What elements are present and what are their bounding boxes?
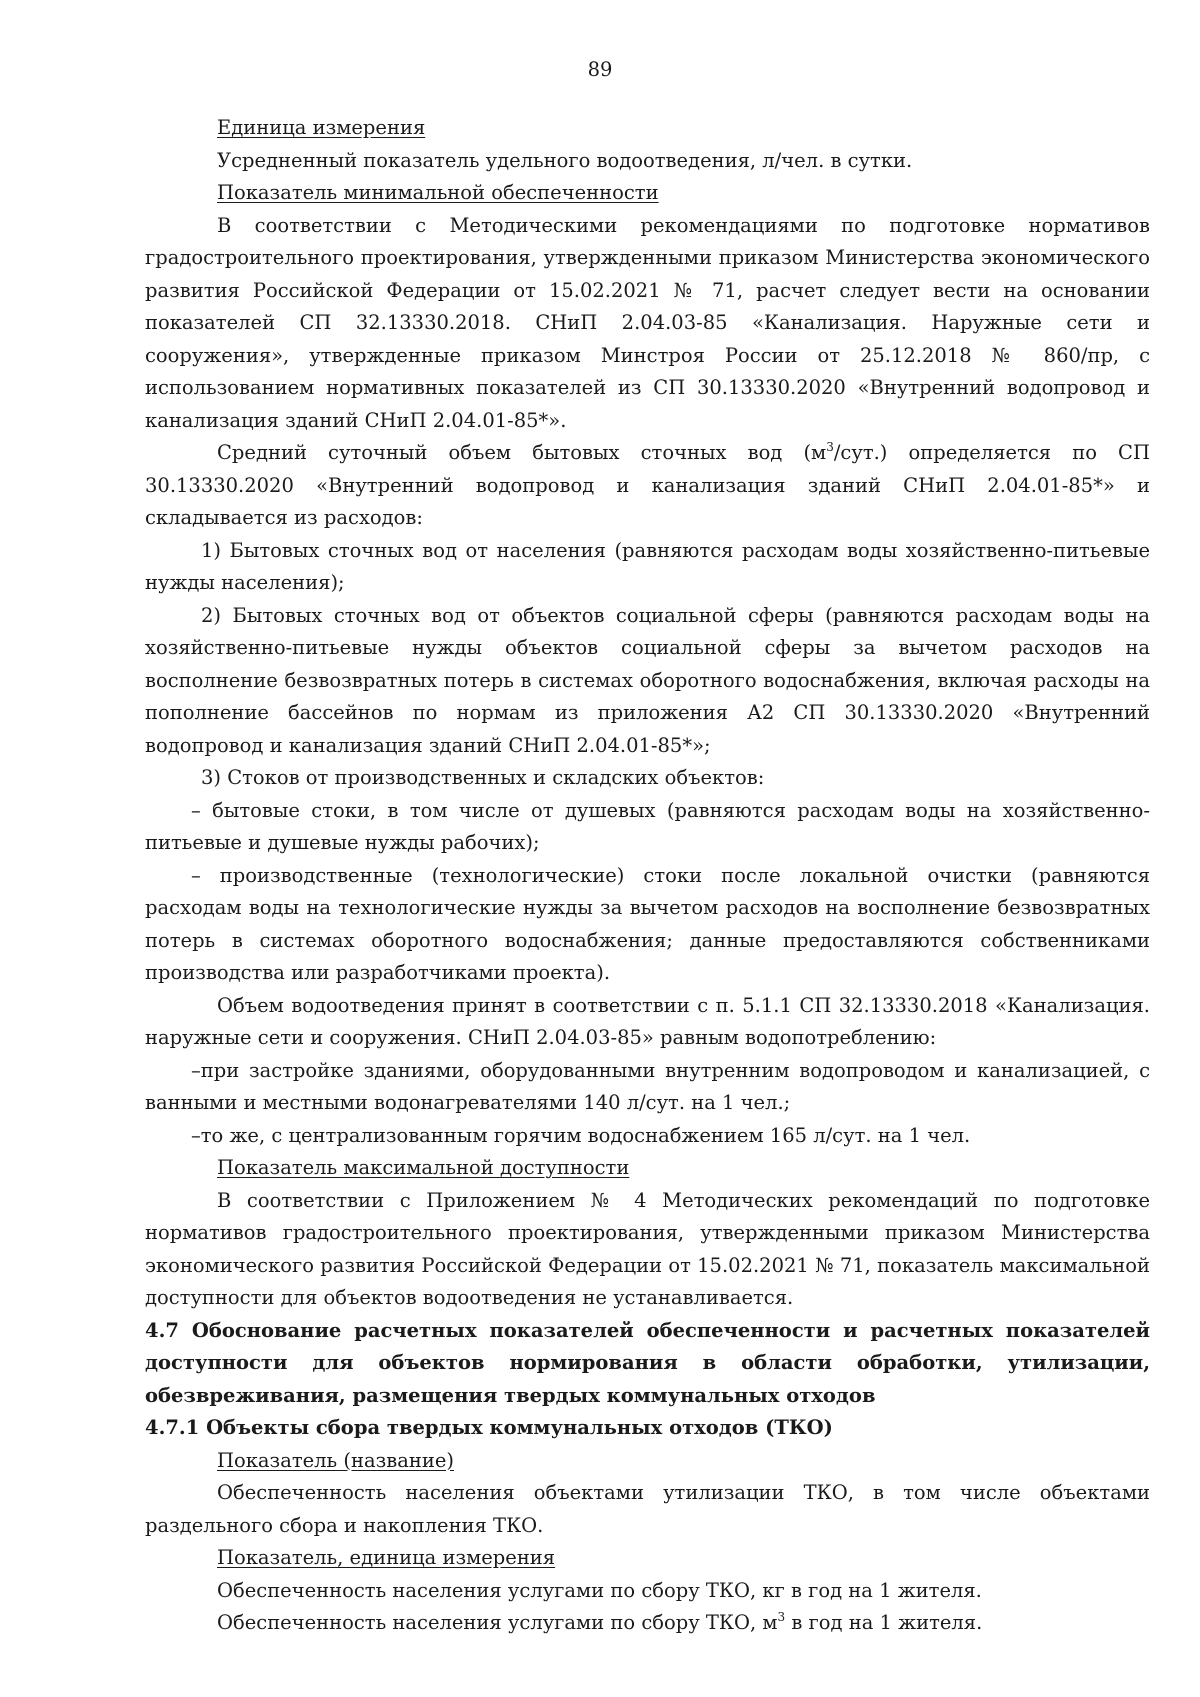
list-item: 2) Бытовых сточных вод от объектов социальной сферы (равняются расходам воды на хозяйственно-питьевые нужды объектов социальной сферы за вычетом расходов на восполнение безвозвратных потерь в системах оборотного водоснабжения, включая расходы на пополнение бассейнов по нормам из приложения А2 СП 30.13330.2020 «Внутренний водопровод и канализация зданий СНиП 2.04.01-85*»; <box>145 603 1150 757</box>
subheading-indicator-unit: Показатель, единица измерения <box>217 1546 556 1569</box>
superscript: 3 <box>777 1610 786 1624</box>
list-item: 3) Стоков от производственных и складских объектов: <box>201 766 765 789</box>
subheading-indicator-name: Показатель (название) <box>217 1448 454 1472</box>
dash-item: – производственные (технологические) стоки после локальной очистки (равняются расходам воды на технологические нужды за вычетом расходов на восполнение безвозвратных потерь в системах оборотного водоснабжения; данные предоставляются собственниками производства или разработчиками проекта). <box>145 863 1150 984</box>
subheading-max-accessibility: Показатель максимальной доступности <box>217 1156 630 1179</box>
dash-item: –при застройке зданиями, оборудованными внутренним водопроводом и канализацией, с ванными и местными водонагревателями 140 л/сут. на 1 чел.; <box>145 1058 1150 1114</box>
paragraph: Обеспеченность населения услугами по сбору ТКО, кг в год на 1 жителя. <box>217 1578 982 1602</box>
paragraph: В соответствии с Приложением № 4 Методических рекомендаций по подготовке нормативов градостроительного проектирования, утвержденными приказом Министерства экономического развития Российской Федерации от 15.02.2021 № 71, показатель максимальной доступности для объектов водоотведения не устанавливается. <box>145 1188 1150 1309</box>
dash-item: –то же, с централизованным горячим водоснабжением 165 л/сут. на 1 чел. <box>191 1123 971 1147</box>
superscript: 3 <box>826 440 834 454</box>
list-item: 1) Бытовых сточных вод от населения (равняются расходам воды хозяйственно-питьевые нужды населения); <box>145 538 1150 594</box>
document-body <box>145 112 1150 1640</box>
paragraph: Объем водоотведения принят в соответствии с п. 5.1.1 СП 32.13330.2018 «Канализация. наружные сети и сооружения. СНиП 2.04.03-85» равным водопотреблению: <box>145 993 1150 1049</box>
dash-item: – бытовые стоки, в том числе от душевых (равняются расходам воды на хозяйственно-питьевые и душевые нужды рабочих); <box>145 798 1150 854</box>
section-heading-4-7: 4.7 Обоснование расчетных показателей обеспеченности и расчетных показателей доступности для объектов нормирования в области обработки, утилизации, обезвреживания, размещения твердых коммунальных отходов <box>145 1318 1150 1407</box>
paragraph: Средний суточный объем бытовых сточных вод $(м^3/сут.)$ определяется по СП 30.13330.2020 «Внутренний водопровод и канализация зданий СНиП 2.04.01-85*» и складывается из расходов: <box>145 440 1150 529</box>
subheading-unit: Единица измерения <box>217 116 426 139</box>
paragraph: В соответствии с Методическими рекомендациями по подготовке нормативов градостроительного проектирования, утвержденными приказом Министерства экономического развития Российской Федерации от 15.02.2021 № 71, расчет следует вести на основании показателей СП 32.13330.2018. СНиП 2.04.03-85 «Канализация. Наружные сети и сооружения», утвержденные приказом Минстроя России от 25.12.2018 № 860/пр, с использованием нормативных показателей из СП 30.13330.2020 «Внутренний водопровод и канализация зданий СНиП 2.04.01-85*». <box>145 213 1150 432</box>
page-number: 89 <box>587 58 613 81</box>
paragraph: Усредненный показатель удельного водоотведения, л/чел. в сутки. <box>217 148 913 172</box>
paragraph: Обеспеченность населения объектами утилизации ТКО, в том числе объектами раздельного сбора и накопления ТКО. <box>145 1481 1150 1537</box>
section-heading-4-7-1: 4.7.1 Объекты сбора твердых коммунальных отходов (ТКО) <box>145 1416 833 1439</box>
paragraph: Обеспеченность населения услугами по сбору ТКО, $м^3$ в год на 1 жителя. <box>217 1610 983 1634</box>
subheading-min-provision: Показатель минимальной обеспеченности <box>217 181 659 204</box>
